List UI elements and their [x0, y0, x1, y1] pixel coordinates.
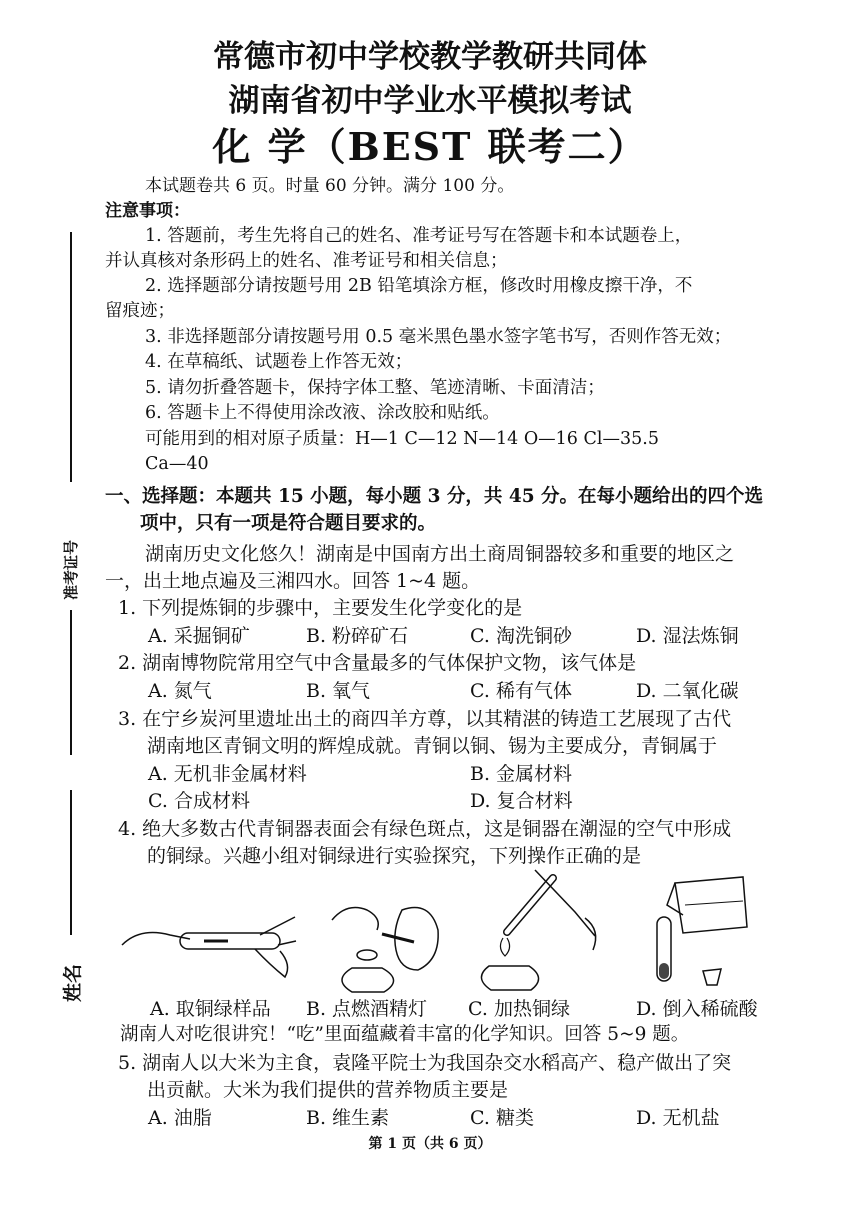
q2-option-c: C. 稀有气体	[470, 680, 572, 702]
atomic-masses-line2: Ca—40	[145, 454, 209, 474]
q4-option-d: D. 倒入稀硫酸	[636, 998, 758, 1020]
q1-option-d: D. 湿法炼铜	[636, 625, 739, 647]
q1-stem: 1. 下列提炼铜的步骤中，主要发生化学变化的是	[118, 597, 523, 619]
q1-option-b: B. 粉碎矿石	[306, 625, 409, 647]
margin-rule-bottom	[70, 790, 72, 935]
q4-option-a: A. 取铜绿样品	[150, 998, 271, 1020]
notice-title: 注意事项：	[105, 201, 190, 221]
q3-option-d: D. 复合材料	[470, 790, 573, 812]
q2-option-a: A. 氮气	[148, 680, 212, 702]
notice-item-6: 6. 答题卡上不得使用涂改液、涂改胶和贴纸。	[145, 403, 500, 423]
section1-heading-line2: 项中，只有一项是符合题目要求的。	[140, 513, 437, 534]
q1-option-c: C. 淘洗铜砂	[470, 625, 572, 647]
section1-heading-line1: 一、选择题：本题共 15 小题，每小题 3 分，共 45 分。在每小题给出的四个选	[105, 486, 764, 507]
q5-option-d: D. 无机盐	[636, 1107, 720, 1129]
q2-option-b: B. 氧气	[306, 680, 371, 702]
context1-line2: 一，出土地点遍及三湘四水。回答 1~4 题。	[105, 570, 481, 592]
atomic-masses-line1: 可能用到的相对原子质量：H—1 C—12 N—14 O—16 Cl—35.5	[145, 429, 659, 449]
q4-stem-line1: 4. 绝大多数古代青铜器表面会有绿色斑点，这是铜器在潮湿的空气中形成	[118, 818, 732, 840]
notice-item-2b: 留痕迹；	[105, 301, 175, 321]
header-line1: 常德市初中学校教学教研共同体	[213, 39, 647, 75]
notice-item-5: 5. 请勿折叠答题卡，保持字体工整、笔迹清晰、卡面清洁；	[145, 378, 605, 398]
q3-option-a: A. 无机非金属材料	[148, 763, 307, 785]
exam-number-label: 准考证号	[62, 539, 80, 600]
page-footer: 第 1 页（共 6 页）	[368, 1136, 492, 1152]
q5-option-c: C. 糖类	[470, 1107, 534, 1129]
subject-title: 化 学（BEST 联考二）	[212, 124, 648, 169]
margin-rule-top	[70, 232, 72, 482]
figure-heat-sample	[475, 868, 605, 993]
context2: 湖南人对吃很讲究！“吃”里面蕴藏着丰富的化学知识。回答 5~9 题。	[120, 1024, 690, 1045]
q3-option-b: B. 金属材料	[470, 763, 573, 785]
name-label: 姓名	[62, 963, 84, 1002]
q1-option-a: A. 采掘铜矿	[148, 625, 250, 647]
q4-option-c: C. 加热铜绿	[468, 998, 570, 1020]
q5-option-b: B. 维生素	[306, 1107, 390, 1129]
q4-option-b: B. 点燃酒精灯	[306, 998, 428, 1020]
q2-stem: 2. 湖南博物院常用空气中含量最多的气体保护文物，该气体是	[118, 652, 637, 674]
notice-item-1a: 1. 答题前，考生先将自己的姓名、准考证号写在答题卡和本试题卷上，	[145, 226, 693, 246]
q3-option-c: C. 合成材料	[148, 790, 250, 812]
figure-light-lamp	[322, 900, 462, 995]
margin-rule-middle	[70, 610, 72, 755]
figure-take-sample	[120, 905, 300, 985]
notice-item-2a: 2. 选择题部分请按题号用 2B 铅笔填涂方框，修改时用橡皮擦干净，不	[145, 276, 693, 296]
q5-stem-line2: 出贡献。大米为我们提供的营养物质主要是	[147, 1079, 509, 1101]
q5-stem-line1: 5. 湖南人以大米为主食，袁隆平院士为我国杂交水稻高产、稳产做出了突	[118, 1052, 732, 1074]
header-line2: 湖南省初中学业水平模拟考试	[228, 83, 632, 119]
notice-item-1b: 并认真核对条形码上的姓名、准考证号和相关信息；	[105, 251, 508, 271]
notice-item-3: 3. 非选择题部分请按题号用 0.5 毫米黑色墨水签字笔书写，否则作答无效；	[145, 327, 732, 347]
notice-item-4: 4. 在草稿纸、试题卷上作答无效；	[145, 352, 413, 372]
q3-stem-line1: 3. 在宁乡炭河里遗址出土的商四羊方尊，以其精湛的铸造工艺展现了古代	[118, 708, 732, 730]
figure-pour-acid	[645, 875, 750, 995]
intro-line: 本试题卷共 6 页。时量 60 分钟。满分 100 分。	[145, 176, 515, 196]
context1-line1: 湖南历史文化悠久！湖南是中国南方出土商周铜器较多和重要的地区之	[145, 543, 735, 565]
q2-option-d: D. 二氧化碳	[636, 680, 739, 702]
q3-stem-line2: 湖南地区青铜文明的辉煌成就。青铜以铜、锡为主要成分，青铜属于	[147, 735, 718, 757]
q4-stem-line2: 的铜绿。兴趣小组对铜绿进行实验探究，下列操作正确的是	[147, 845, 642, 867]
q5-option-a: A. 油脂	[148, 1107, 212, 1129]
